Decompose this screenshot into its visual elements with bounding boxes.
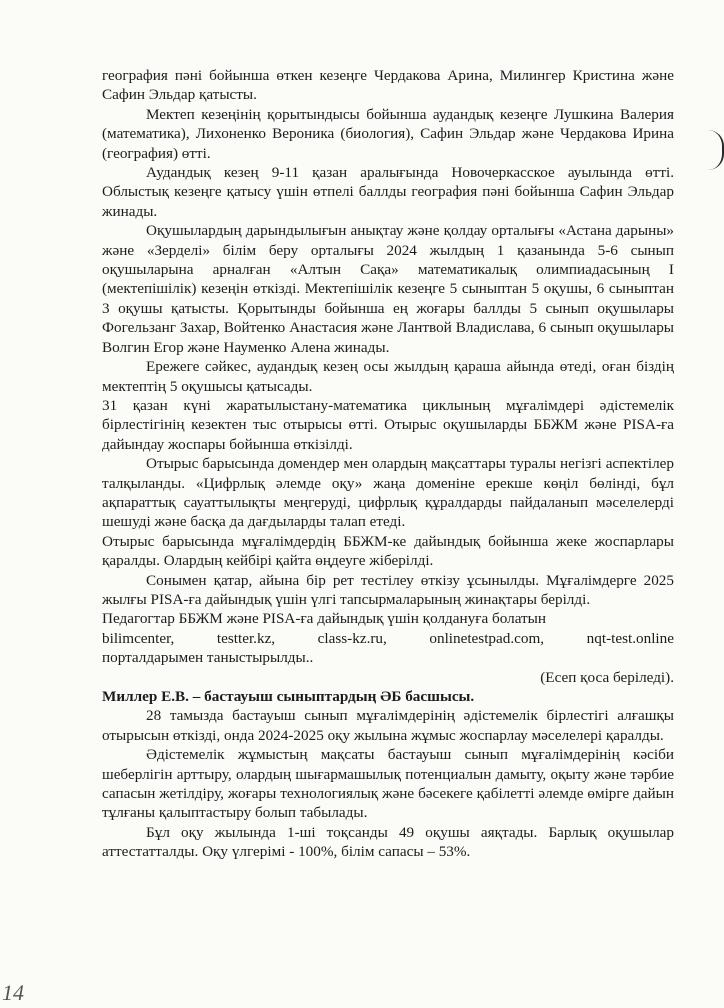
- portal-testter: testter.kz,: [216, 629, 276, 647]
- portal-bilimcenter: bilimcenter,: [102, 629, 175, 647]
- paragraph-district-stage-november: Ережеге сәйкес, аудандық кезең осы жылдың қараша айында өтеді, оған біздің мектептің 5 оқушысы қатысады.: [102, 358, 674, 395]
- page-edge-mark: [708, 130, 724, 170]
- paragraph-quarter-results: Бұл оқу жылында 1-ші тоқсанды 49 оқушы аяқтады. Барлық оқушылар аттестатталды. Оқу үлгерімі - 100%, білім сапасы – 53%.: [102, 823, 674, 861]
- paragraph-portals-intro: Педагогтар ББЖМ және PISA-ға дайындық үшін қолдануға болатын: [102, 610, 547, 628]
- portal-list: [102, 629, 674, 648]
- paragraph-domains-discussion: Отырыс барысында домендер мен олардың мақсаттары туралы негізгі аспектілер талқыланды. «Цифрлық әлемде оқу» жаңа доменіне ерекше көңіл бөлінді, бұл ақпараттық сауаттылықты меңгеруді, цифрлық құралдарды пайдаланып мәселелерді шешуді және басқа да дағдыларды талап етеді.: [102, 455, 674, 531]
- paragraph-district-stage-qualifiers: Мектеп кезеңінің қорытындысы бойынша аудандық кезеңге Лушкина Валерия (математика), Лихоненко Вероника (биология), Сафин Эльдар және Чердакова Ирина (география) өтті.: [102, 105, 674, 162]
- paragraph-portals-tail: порталдарымен таныстырылды..: [102, 649, 314, 667]
- paragraph-primary-first-meeting: 28 тамызда бастауыш сынып мұғалімдерінің әдістемелік бірлестігі алғашқы отырысын өткізді, онда 2024-2025 оқу жылына жұмыс жоспарлау мәселелері қаралды.: [102, 707, 674, 744]
- paragraph-geography-participants: география пәні бойынша өткен кезеңге Чердакова Арина, Милингер Кристина және Сафин Эльдар қатысты.: [102, 67, 674, 104]
- paragraph-methodical-goal: Әдістемелік жұмыстың мақсаты бастауыш сынып мұғалімдерінің кәсіби шеберлігін арттыру, олардың шығармашылық потенциалын дамыту, оқыту және тәрбие сапасын жетілдіру, жоғары технологиялық және бәсекеге қабілетті әлемде өмірге дайын тұлғаны қалыптастыру болып табылады.: [102, 746, 674, 822]
- paragraph-individual-plans: Отырыс барысында мұғалімдердің ББЖМ-ке дайындық бойынша жеке жоспарлары қаралды. Олардың кейбірі қайта өңдеуге жіберілді.: [102, 532, 674, 570]
- paragraph-altyn-saka-olympiad: Оқушылардың дарындылығын анықтау және қолдау орталығы «Астана дарыны» және «Зерделі» білім беру орталығы 2024 жылдың 1 қазанында 5-6 сынып оқушыларына арналған «Алтын Сақа» математикалық олимпиадасының I (мектепішілік) кезеңін өткізді. Мектепішілік кезеңге 5 сыныптан 5 оқушы, 6 сыныптан 3 оқушы қатысты. Қорытынды бойынша ең жоғары баллды 5 сынып оқушылары Фогельзанг Захар, Войтенко Анастасия және Лантвой Владислава, 6 сынып оқушылары Волгин Егор және Науменко Алена жинады.: [102, 222, 674, 356]
- document-body: [102, 66, 674, 862]
- report-attached-note: (Есеп қоса беріледі).: [540, 668, 674, 686]
- portal-class-kz: class-kz.ru,: [317, 629, 387, 647]
- paragraph-october-meeting: 31 қазан күні жаратылыстану-математика циклының мұғалімдері әдістемелік бірлестігінің кезектен тыс отырысы өтті. Отырыс оқушыларды ББЖМ және PISA-ға дайындау жоспары бойынша өткізілді.: [102, 396, 674, 453]
- paragraph-district-stage-dates: Аудандық кезең 9-11 қазан аралығында Новочеркасское ауылында өтті. Облыстық кезеңге қатысу үшін өтпелі баллды география пәні бойынша Сафин Эльдар жинады.: [102, 164, 674, 220]
- page-number: 14: [2, 980, 24, 1005]
- portal-nqt-test: nqt-test.online: [586, 629, 674, 647]
- portal-onlinetestpad: onlinetestpad.com,: [429, 629, 545, 647]
- section-heading: Миллер Е.В. – бастауыш сыныптардың ӘБ басшысы.: [102, 688, 475, 705]
- paragraph-monthly-testing: Сонымен қатар, айына бір рет тестілеу өткізу ұсынылды. Мұғалімдерге 2025 жылғы PISA-ға дайындық үшін үлгі тапсырмаларының жинақтары берілді.: [102, 571, 674, 608]
